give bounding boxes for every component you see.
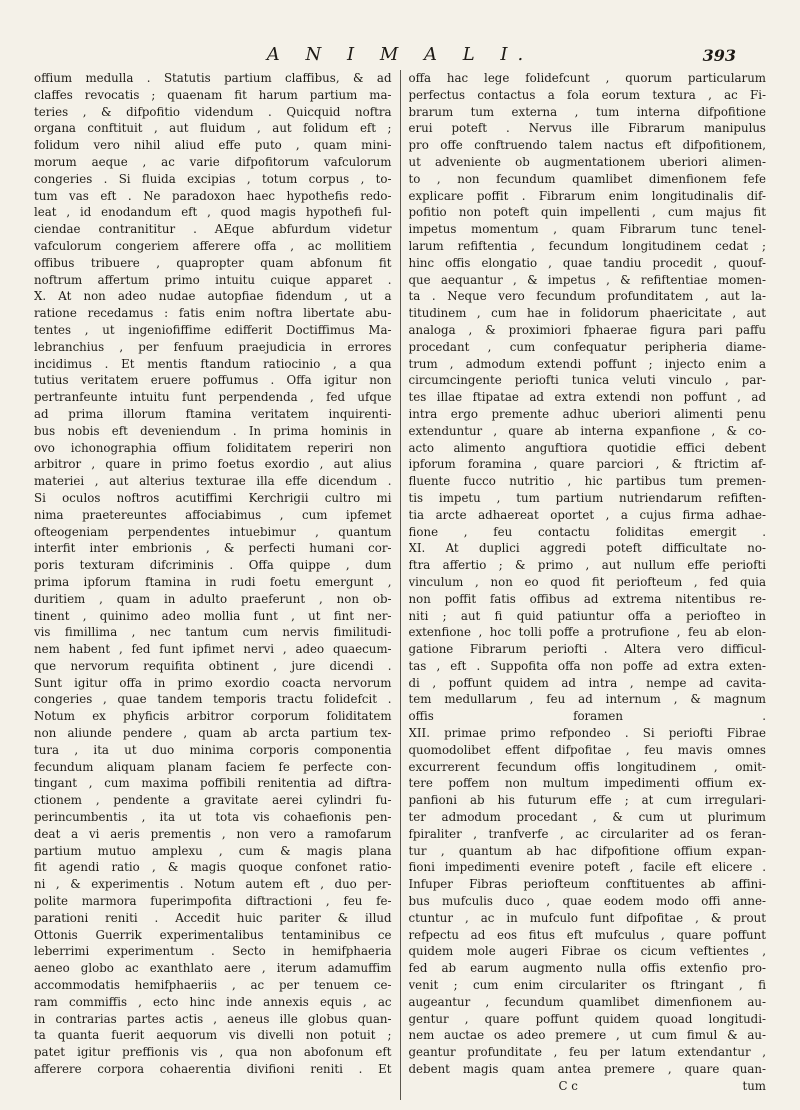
text-line: extenduntur , quare ab interna expanfione , & co- (408, 423, 766, 438)
text-line: Ottonis Guerrik experimentalibus tentaminibus ce (34, 927, 392, 942)
text-line: non aliunde pendere , quam ab arcta partium tex- (34, 726, 392, 741)
text-line: pro offe conftruendo talem nactus eft difpofitionem, (408, 138, 766, 153)
text-line: Notum ex phyficis arbitror corporum foliditatem (34, 709, 392, 724)
signature-mark: C c (558, 1078, 578, 1093)
text-line: que nervorum requifita obtinent , jure dicendi . (34, 658, 392, 673)
text-line: pertranfeunte intuitu funt perpendenda , fed ufque (34, 390, 392, 405)
text-line: quidem mole augeri Fibrae os cicum veftientes , (408, 944, 766, 959)
text-line: titudinem , cum hae in folidorum phaericitate , aut (408, 306, 766, 321)
text-line: materiei , aut alterius texturae illa effe dicendum . (34, 474, 392, 489)
text-line: ram commiffis , ecto hinc inde annexis equis , ac (34, 994, 392, 1009)
text-line: Si oculos noftros acutiffimi Kerchrigii cultro mi (34, 490, 392, 505)
text-line: panfioni ab his futurum effe ; at cum irregulari- (408, 793, 766, 808)
text-line: ta quanta fuerit aequorum vis divelli non potuit ; (34, 1028, 392, 1043)
text-line: lebranchius , per fenfuum praejudicia in errores (34, 339, 392, 354)
text-line: ut adveniente ob augmentationem uberiori alimen- (408, 154, 766, 169)
text-line: nima praetereuntes affociabimus , cum ipfemet (34, 507, 392, 522)
text-line: aeneo globo ac exanthlato aere , iterum adamuffim (34, 961, 392, 976)
text-line: in contrarias partes actis , aeneus ille globus quan- (34, 1011, 392, 1026)
text-line: accommodatis hemifphaeriis , ac per tenuem ce- (34, 978, 392, 993)
text-line: perfectus contactus a fola eorum textura , ac Fi- (408, 87, 766, 102)
text-line: ctuntur , ac in mufculo funt difpofitae , & prout (408, 910, 766, 925)
text-line: tinent , quinimo adeo mollia funt , ut fint ner- (34, 608, 392, 623)
text-line: vinculum , non eo quod fit periofteum , fed quia (408, 574, 766, 589)
running-title: A N I M A L I. (266, 44, 534, 65)
text-line: polite marmora fuperimpofita diftractioni , feu fe- (34, 894, 392, 909)
text-line: explicare poffit . Fibrarum enim longitudinalis dif- (408, 188, 766, 203)
text-line: ratione recedamus : fatis enim noftra libertate abu- (34, 306, 392, 321)
text-line: tingant , cum maxima poffibili renitentia ad diftra- (34, 776, 392, 791)
text-line: X. At non adeo nudae autopfiae fidendum , ut a (34, 289, 392, 304)
text-line: vis fimillima , nec tantum cum nervis fimilitudi- (34, 625, 392, 640)
text-line: bus mufculis duco , quae eodem modo offi anne- (408, 894, 766, 909)
text-line: tur , quantum ab hac difpofitione offium expan- (408, 843, 766, 858)
text-line: tia arcte adhaereat oportet , a cujus firma adhae- (408, 507, 766, 522)
text-line: venit ; cum enim circulariter os ftringant , fi (408, 978, 766, 993)
text-line: intra ergo premente adhuc uberiori alimenti penu (408, 406, 766, 421)
text-line: brarum tum externa , tum interna difpofitione (408, 104, 766, 119)
text-line: XII. primae primo refpondeo . Si periofti Fibrae (408, 726, 766, 741)
text-line: patet igitur preffionis vis , qua non abofonum eft (34, 1045, 392, 1060)
text-line: ovo ichonographia offium foliditatem reperiri non (34, 440, 392, 455)
text-line: trum , admodum extendi poffunt ; injecto enim a (408, 356, 766, 371)
text-line: offis foramen . (408, 709, 766, 724)
text-line: congeries . Si fluida excipias , totum corpus , to- (34, 171, 392, 186)
text-line: debent magis quam antea premere , quare quan- (408, 1062, 766, 1077)
text-line: to , non fecundum quamlibet dimenfionem fefe (408, 171, 766, 186)
text-line: fioni impedimenti evenire poteft , facile eft elicere . (408, 860, 766, 875)
text-line: geantur profunditate , feu per latum extendantur , (408, 1045, 766, 1060)
text-line: erui poteft . Nervus ille Fibrarum manipulus (408, 121, 766, 136)
text-line: quomodolibet effent difpofitae , feu mavis omnes (408, 742, 766, 757)
text-line: bus nobis eft deveniendum . In prima hominis in (34, 423, 392, 438)
text-line: morum aeque , ac varie difpofitorum vafculorum (34, 154, 392, 169)
catchword: tum (742, 1078, 766, 1093)
text-line: fit agendi ratio , & magis quoque confonet ratio- (34, 860, 392, 875)
text-line: nem habent , fed funt ipfimet nervi , adeo quaecum- (34, 642, 392, 657)
text-line: extenfione , hoc tolli poffe a protrufione , feu ab elon- (408, 625, 766, 640)
text-line: duritiem , quam in adulto praeferunt , non ob- (34, 591, 392, 606)
text-line: interfit inter embrionis , & perfecti humani cor- (34, 541, 392, 556)
text-line: di , poffunt quidem ad intra , nempe ad cavita- (408, 675, 766, 690)
text-line: tes illae ftipatae ad extra extendi non poffunt , ad (408, 390, 766, 405)
text-line: procedant , cum confequatur peripheria diame- (408, 339, 766, 354)
text-line: vafculorum congeriem afferere offa , ac mollitiem (34, 238, 392, 253)
text-line: analoga , & proximiori fphaerae figura pari paffu (408, 322, 766, 337)
text-line: augeantur , fecundum quamlibet dimenfionem au- (408, 994, 766, 1009)
text-line: ter admodum procedant , & cum ut plurimum (408, 810, 766, 825)
text-line: tum vas eft . Ne paradoxon haec hypothefis redo- (34, 188, 392, 203)
text-line: offium medulla . Statutis partium claffibus, & ad (34, 71, 392, 85)
text-line: offa hac lege folidefcunt , quorum particularum (408, 71, 766, 85)
text-line: fed ab earum augmento nulla offis extenfio pro- (408, 961, 766, 976)
text-line: parationi reniti . Accedit huic pariter & illud (34, 910, 392, 925)
text-line: teries , & difpofitio videndum . Quicquid noftra (34, 104, 392, 119)
text-line: que aequantur , & impetus , & refiftentiae momen- (408, 272, 766, 287)
text-line: deat a vi aeris prementis , non vero a ramofarum (34, 826, 392, 841)
text-line: tentes , ut ingeniofiffime edifferit Doctiffimus Ma- (34, 322, 392, 337)
text-line: gatione Fibrarum periofti . Altera vero difficul- (408, 642, 766, 657)
text-line: pofitio non poteft quin impellenti , cum majus fit (408, 205, 766, 220)
text-line: circumcingente periofti tunica veluti vinculo , par- (408, 373, 766, 388)
text-line: nem auctae os adeo premere , ut cum fimul & au- (408, 1028, 766, 1043)
text-line: leberrimi experimentum . Secto in hemifphaeria (34, 944, 392, 959)
text-line: prima ipforum ftamina in rudi foetu emergunt , (34, 574, 392, 589)
text-line: arbitror , quare in primo foetus exordio , aut alius (34, 457, 392, 472)
text-columns (34, 70, 766, 1100)
text-line: poris texturam difcriminis . Offa quippe , dum (34, 558, 392, 573)
text-line: tere poffem non multum impedimenti offium ex- (408, 776, 766, 791)
text-line: ni , & experimentis . Notum autem eft , duo per- (34, 877, 392, 892)
text-line: organa conftituit , aut fluidum , aut folidum eft ; (34, 121, 392, 136)
text-line: noftrum affertum primo intuitu cuique apparet . (34, 272, 392, 287)
text-line: gentur , quare poffunt quidem quoad longitudi- (408, 1011, 766, 1026)
text-line: ad prima illorum ftamina veritatem inquirenti- (34, 406, 392, 421)
text-line: partium mutuo amplexu , cum & magis plana (34, 843, 392, 858)
text-line: ofteogeniam perpendentes intuebimur , quantum (34, 524, 392, 539)
text-line: niti ; aut fi quid patiuntur offa a periofteo in (408, 608, 766, 623)
text-line: folidum vero nihil aliud effe puto , quam mini- (34, 138, 392, 153)
text-line: tis impetu , tum partium nutriendarum refiften- (408, 490, 766, 505)
text-line: impetus momentum , quam Fibrarum tunc tenel- (408, 222, 766, 237)
text-line: hinc offis elongatio , quae tandiu procedit , quouf- (408, 255, 766, 270)
text-line: ipforum foramina , quare parciori , & ftrictim af- (408, 457, 766, 472)
text-line: tura , ita ut duo minima corporis componentia (34, 742, 392, 757)
text-line: fione , feu contactu foliditas emergit . (408, 524, 766, 539)
text-line: ta . Neque vero fecundum profunditatem , aut la- (408, 289, 766, 304)
text-line: fecundum aliquam planam faciem fe perfecte con- (34, 759, 392, 774)
text-line: XI. At duplici aggredi poteft difficultate no- (408, 541, 766, 556)
text-line: fpiraliter , tranfverfe , ac circulariter ad os feran- (408, 826, 766, 841)
text-line: claffes revocatis ; quaenam fit harum partium ma- (34, 87, 392, 102)
text-line: refpectu ad eos fitus eft mufculus , quare poffunt (408, 927, 766, 942)
text-line: afferere corpora cohaerentia divifioni reniti . Et (34, 1062, 392, 1077)
text-line: ciendae contranititur . AEque abfurdum videtur (34, 222, 392, 237)
left-column (34, 70, 401, 1100)
text-line: tas , eft . Suppofita offa non poffe ad extra exten- (408, 658, 766, 673)
text-line: acto alimento anguftiora quotidie effici debent (408, 440, 766, 455)
text-line: excurrerent fecundum offis longitudinem , omit- (408, 759, 766, 774)
text-line: larum refiftentia , fecundum longitudinem cedat ; (408, 238, 766, 253)
text-line: tutius veritatem eruere poffumus . Offa igitur non (34, 373, 392, 388)
text-line: Infuper Fibras periofteum conftituentes ab affini- (408, 877, 766, 892)
text-line: ftra affertio ; & primo , aut nullum effe periofti (408, 558, 766, 573)
footer-line (409, 1078, 767, 1095)
text-line: non poffit fatis offibus ad extrema nitentibus re- (408, 591, 766, 606)
text-line: perincumbentis , ita ut tota vis cohaefionis pen- (34, 810, 392, 825)
page-number: 393 (702, 46, 736, 65)
text-line: leat , id enodandum eft , quod magis hypothefi ful- (34, 205, 392, 220)
text-line: Sunt igitur offa in primo exordio coacta nervorum (34, 675, 392, 690)
text-line: fluente fucco nutritio , hic partibus tum premen- (408, 474, 766, 489)
right-column (401, 70, 767, 1100)
text-line: tem medullarum , feu ad internum , & magnum (408, 692, 766, 707)
text-line: incidimus . Et mentis ftandum ratiocinio , a qua (34, 356, 392, 371)
text-line: ctionem , pendente a gravitate aerei cylindri fu- (34, 793, 392, 808)
text-line: congeries , quae tandem temporis tractu folidefcit . (34, 692, 392, 707)
text-line: offibus tribuere , quapropter quam abfonum fit (34, 255, 392, 270)
